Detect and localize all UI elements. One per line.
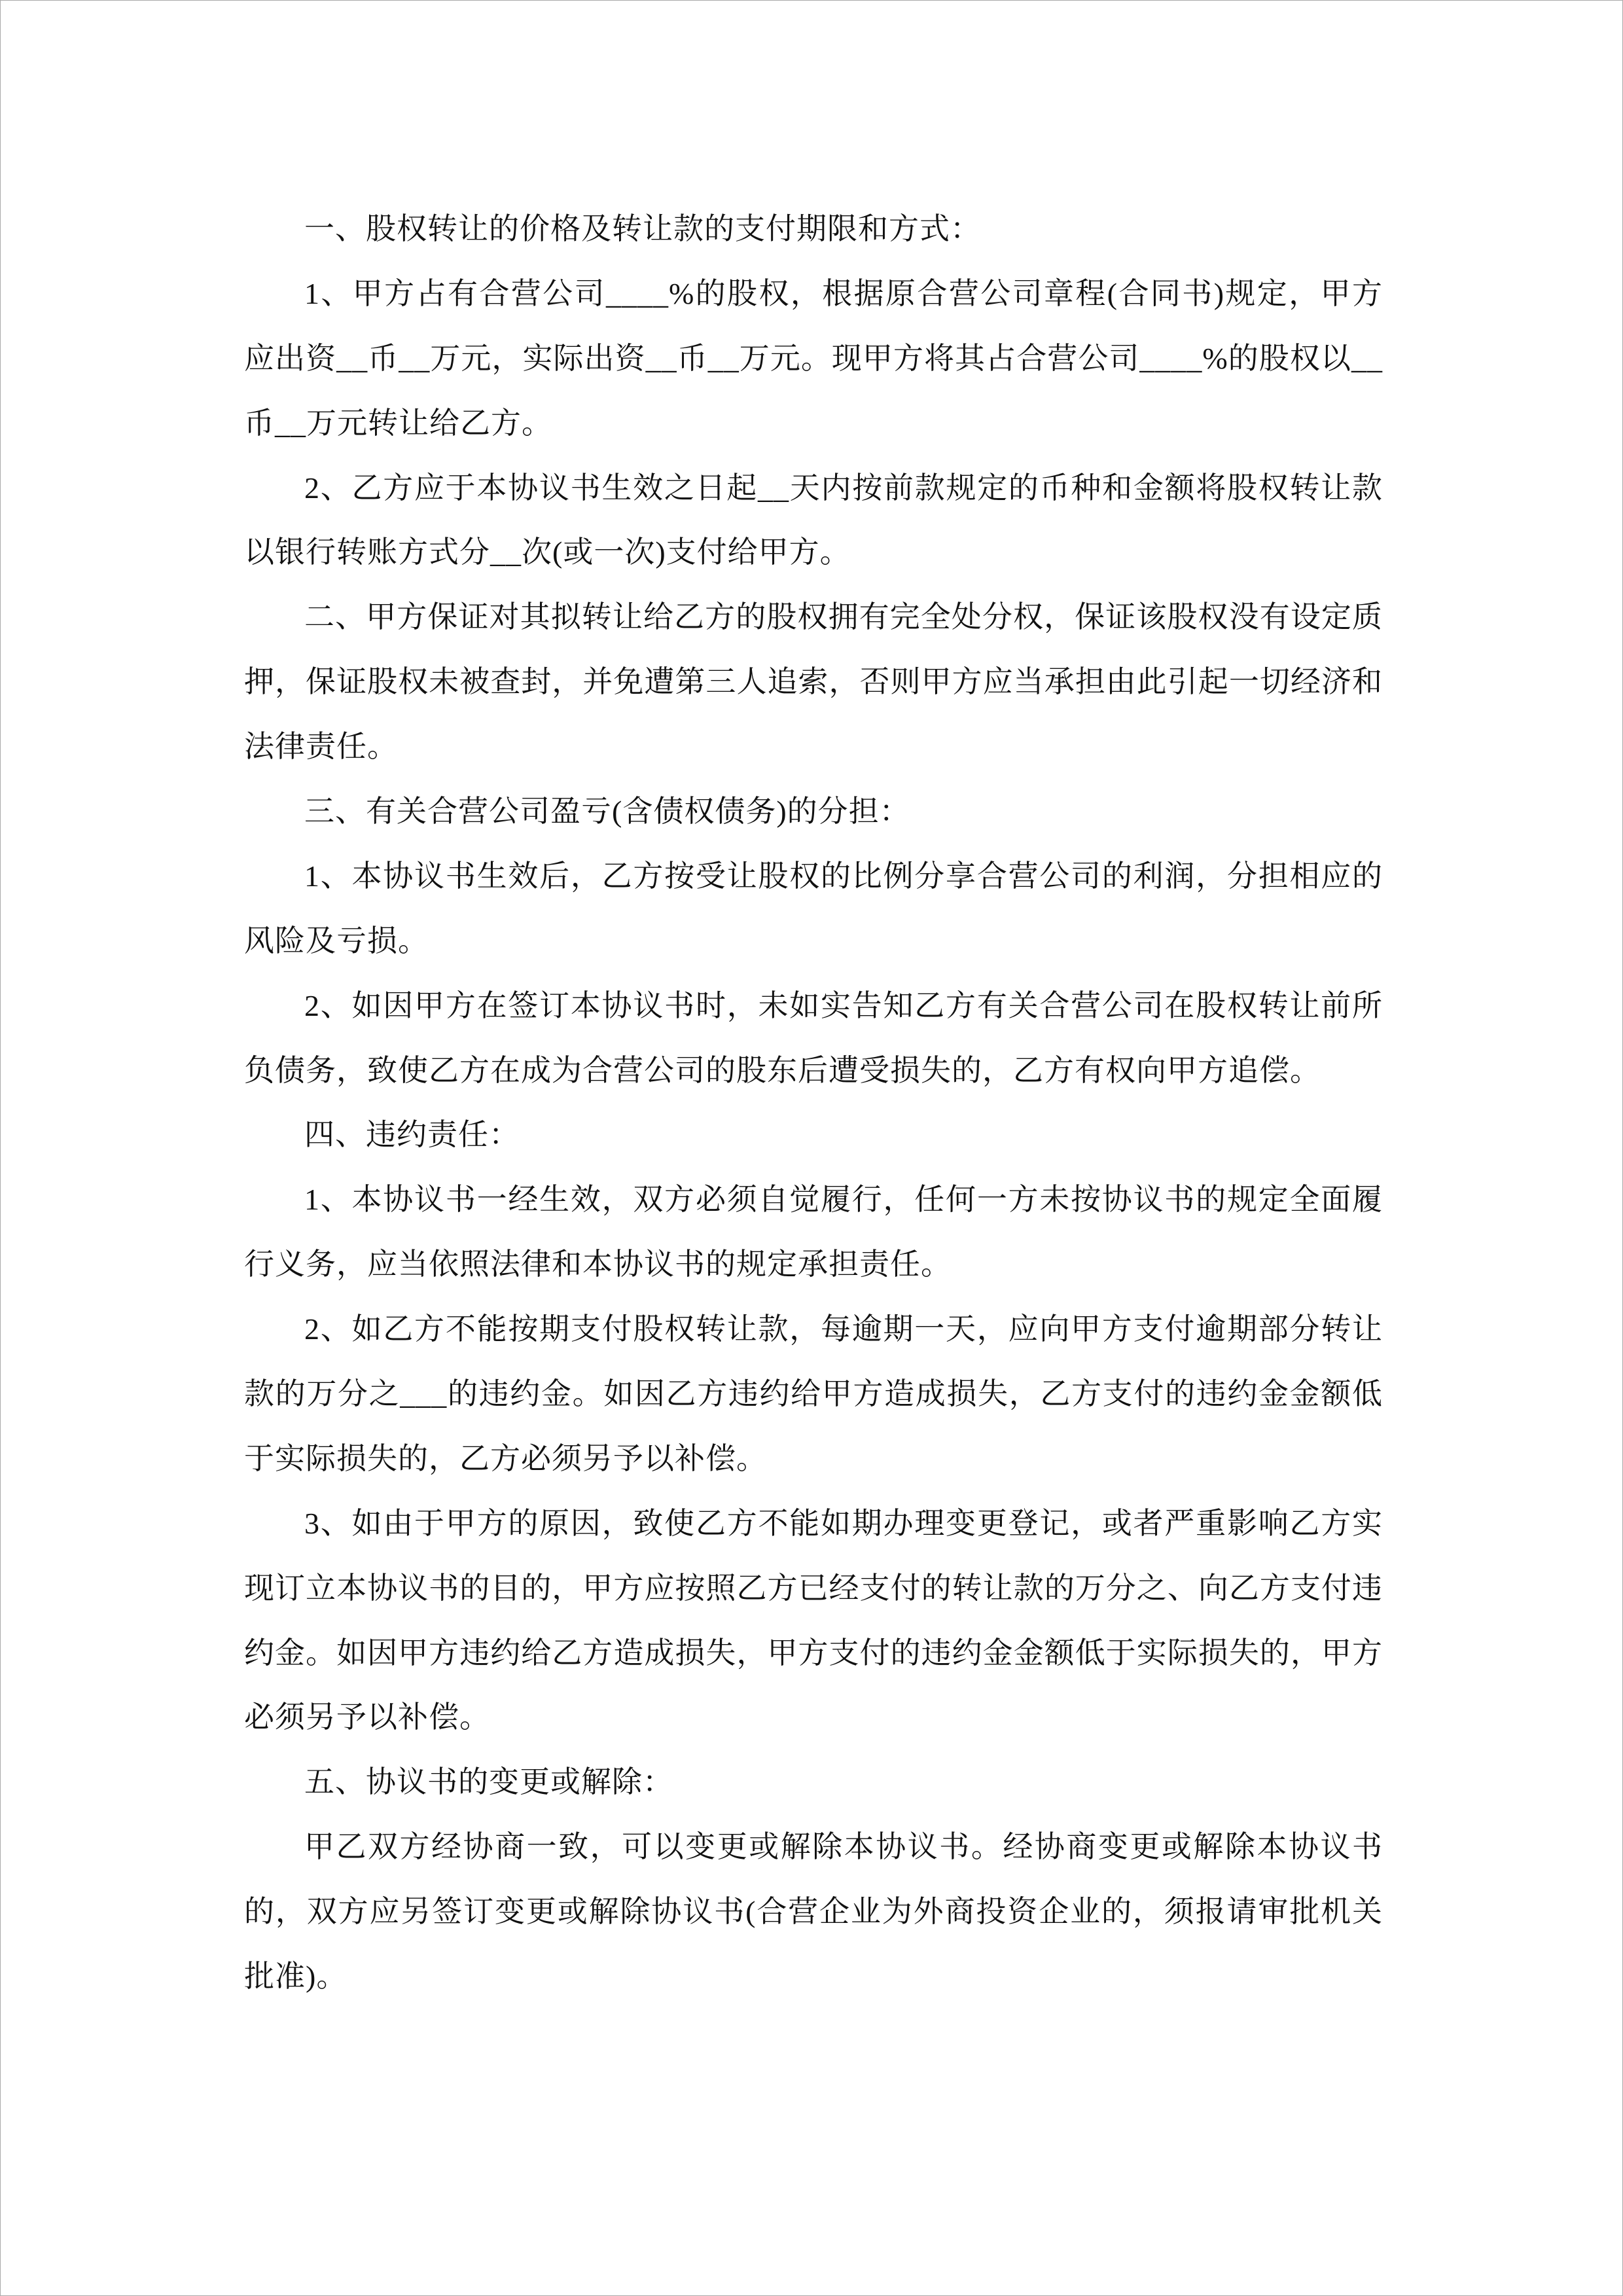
paragraph: 四、违约责任： [304,1118,520,1152]
document-body [244,197,1383,2009]
paragraph: 五、协议书的变更或解除： [304,1765,673,1799]
paragraph: 1、本协议书一经生效，双方必须自觉履行，任何一方未按协议书的规定全面履行义务，应当依照法律和本协议书的规定承担责任。 [244,1183,1383,1282]
paragraph: 2、乙方应于本协议书生效之日起__天内按前款规定的币种和金额将股权转让款以银行转账方式分__次(或一次)支付给甲方。 [244,471,1383,569]
paragraph: 1、甲方占有合营公司____%的股权，根据原合营公司章程(合同书)规定，甲方应出资__币__万元，实际出资__币__万元。现甲方将其占合营公司____%的股权以__币__万元转让给乙方。 [244,276,1383,440]
paragraph: 二、甲方保证对其拟转让给乙方的股权拥有完全处分权，保证该股权没有设定质押，保证股权未被查封，并免遭第三人追索，否则甲方应当承担由此引起一切经济和法律责任。 [244,600,1383,764]
paragraph: 1、本协议书生效后，乙方按受让股权的比例分享合营公司的利润，分担相应的风险及亏损。 [244,859,1383,958]
paragraph: 3、如由于甲方的原因，致使乙方不能如期办理变更登记，或者严重影响乙方实现订立本协议书的目的，甲方应按照乙方已经支付的转让款的万分之、向乙方支付违约金。如因甲方违约给乙方造成损失，甲方支付的违约金金额低于实际损失的，甲方必须另予以补偿。 [244,1506,1383,1734]
paragraph: 2、如乙方不能按期支付股权转让款，每逾期一天，应向甲方支付逾期部分转让款的万分之___的违约金。如因乙方违约给甲方造成损失，乙方支付的违约金金额低于实际损失的，乙方必须另予以补偿。 [244,1312,1383,1475]
paragraph: 一、股权转让的价格及转让款的支付期限和方式： [304,212,981,245]
paragraph: 甲乙双方经协商一致，可以变更或解除本协议书。经协商变更或解除本协议书的，双方应另签订变更或解除协议书(合营企业为外商投资企业的，须报请审批机关批准)。 [244,1830,1383,1994]
paragraph: 三、有关合营公司盈亏(含债权债务)的分担： [304,795,910,829]
paragraph: 2、如因甲方在签订本协议书时，未如实告知乙方有关合营公司在股权转让前所负债务，致使乙方在成为合营公司的股东后遭受损失的，乙方有权向甲方追偿。 [244,988,1383,1087]
